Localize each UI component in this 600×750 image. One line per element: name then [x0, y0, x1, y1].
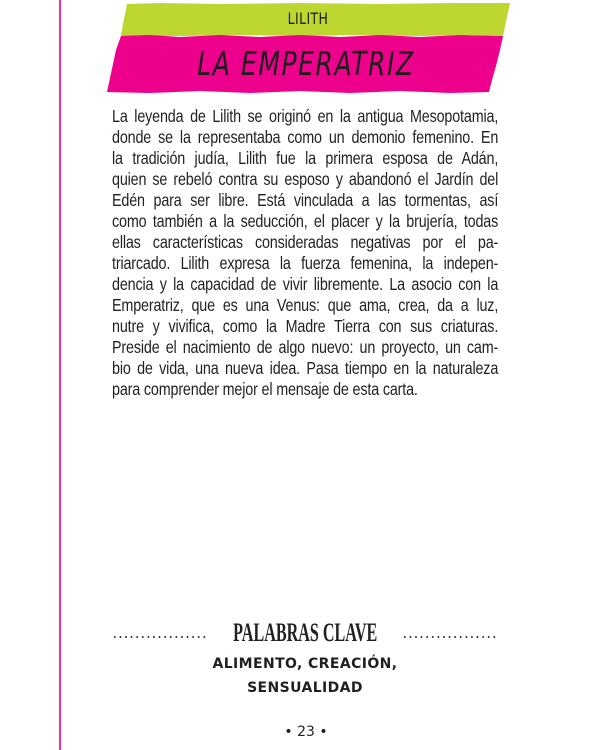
description-line: ellas características consideradas negativas por el pa- [112, 232, 499, 252]
description-line: quien se rebeló contra su esposo y abandonó el Jardín del [112, 169, 499, 189]
description-line: nutre y vivifica, como la Madre Tierra con sus criaturas. [112, 316, 499, 336]
description-line: triarcado. Lilith expresa la fuerza femenina, la indepen- [112, 253, 499, 273]
description-line: dencia y la capacidad de vivir libremente. La asocio con la [112, 274, 499, 294]
keywords-list [0, 652, 600, 700]
keywords-line-2: SENSUALIDAD [247, 680, 363, 696]
description-line: Edén para ser libre. Está vinculada a las tormentas, así [112, 190, 499, 210]
dotted-divider-left [112, 636, 208, 638]
page-number: • 23 • [284, 724, 328, 740]
description-line: donde se la representaba como un demonio femenino. En [112, 127, 499, 147]
description-line: Preside el nacimiento de algo nuevo: un proyecto, un cam- [112, 337, 499, 357]
dotted-divider-right [402, 636, 498, 638]
keywords-heading: PALABRAS CLAVE [232, 618, 378, 647]
card-subtitle: LILITH [287, 9, 329, 28]
keywords-line-1: ALIMENTO, CREACIÓN, [212, 656, 398, 672]
title-banner [0, 0, 600, 100]
card-description [112, 106, 498, 400]
description-line: como también a la seducción, el placer y la brujería, todas [112, 211, 499, 231]
description-line: La leyenda de Lilith se originó en la antigua Mesopotamia, [112, 106, 499, 126]
description-line: la tradición judía, Lilith fue la primera esposa de Adán, [112, 148, 499, 168]
card-title: LA EMPERATRIZ [197, 44, 415, 83]
description-line: para comprender mejor el mensaje de esta carta. [112, 379, 418, 399]
keywords-heading-row [112, 620, 498, 646]
margin-rule [59, 0, 61, 750]
description-line: Emperatriz, que es una Venus: que ama, crea, da a luz, [112, 295, 499, 315]
description-line: bio de vida, una nueva idea. Pasa tiempo en la naturaleza [112, 358, 499, 378]
